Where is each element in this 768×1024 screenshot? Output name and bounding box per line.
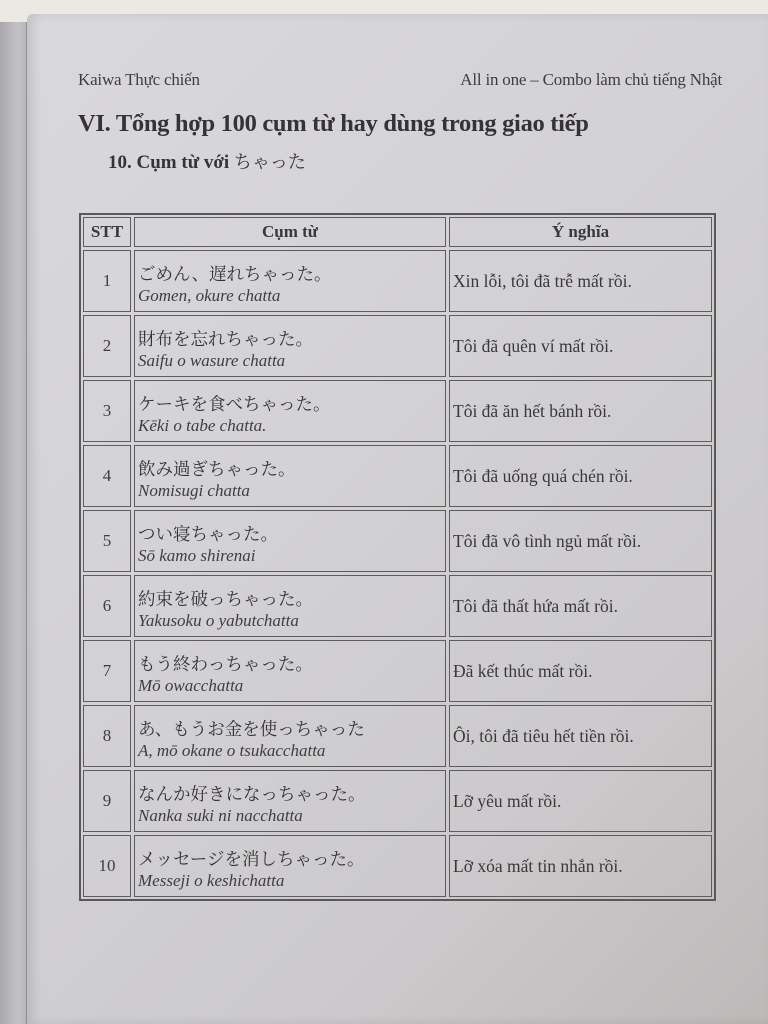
row-number: 7	[83, 640, 131, 702]
japanese-phrase: あ、もうお金を使っちゃった	[138, 720, 365, 740]
row-number: 3	[83, 380, 131, 442]
phrase-cell	[134, 705, 446, 767]
romaji: Nanka suki ni nacchatta	[138, 806, 303, 825]
left-page-edge	[0, 22, 27, 1024]
japanese-phrase: メッセージを消しちゃった。	[138, 850, 365, 870]
romaji: Kēki o tabe chatta.	[138, 416, 267, 435]
japanese-phrase: つい寝ちゃった。	[138, 525, 278, 545]
japanese-phrase: なんか好きになっちゃった。	[138, 785, 366, 805]
running-header	[78, 70, 722, 90]
japanese-phrase: もう終わっちゃった。	[138, 655, 313, 675]
meaning-cell: Lỡ xóa mất tin nhắn rồi.	[449, 835, 712, 897]
row-number: 4	[83, 445, 131, 507]
header-stt: STT	[83, 217, 131, 247]
phrase-cell	[134, 575, 446, 637]
row-number: 6	[83, 575, 131, 637]
meaning-cell: Tôi đã uống quá chén rồi.	[449, 445, 712, 507]
japanese-phrase: 財布を忘れちゃった。	[138, 330, 313, 350]
meaning-cell: Tôi đã quên ví mất rồi.	[449, 315, 712, 377]
subsection-title	[108, 148, 306, 174]
table-row	[83, 770, 712, 832]
romaji: Nomisugi chatta	[138, 481, 250, 500]
table-row	[83, 380, 712, 442]
row-number: 8	[83, 705, 131, 767]
japanese-phrase: ケーキを食べちゃった。	[138, 395, 331, 415]
phrase-cell	[134, 835, 446, 897]
meaning-cell: Lỡ yêu mất rồi.	[449, 770, 712, 832]
meaning-cell: Xin lỗi, tôi đã trễ mất rồi.	[449, 250, 712, 312]
japanese-phrase: 約束を破っちゃった。	[138, 590, 313, 610]
header-meaning: Ý nghĩa	[449, 217, 712, 247]
section-title: VI. Tổng hợp 100 cụm từ hay dùng trong giao tiếp	[78, 110, 589, 137]
row-number: 1	[83, 250, 131, 312]
romaji: Saifu o wasure chatta	[138, 351, 286, 370]
romaji: Gomen, okure chatta	[138, 286, 281, 305]
meaning-cell: Đã kết thúc mất rồi.	[449, 640, 712, 702]
table-row	[83, 445, 712, 507]
table-header-row	[83, 217, 712, 247]
romaji: Messeji o keshichatta	[138, 871, 285, 890]
japanese-phrase: ごめん、遅れちゃった。	[138, 265, 332, 285]
table-row	[83, 835, 712, 897]
phrase-cell	[134, 770, 446, 832]
running-header-left: Kaiwa Thực chiến	[78, 70, 200, 89]
table-row	[83, 575, 712, 637]
meaning-cell: Tôi đã vô tình ngủ mất rồi.	[449, 510, 712, 572]
phrase-cell	[134, 250, 446, 312]
phrase-cell	[134, 510, 446, 572]
row-number: 2	[83, 315, 131, 377]
meaning-cell: Ôi, tôi đã tiêu hết tiền rồi.	[449, 705, 712, 767]
subsection-prefix: 10. Cụm từ với	[108, 152, 234, 173]
subsection-japanese: ちゃった	[233, 152, 306, 173]
table-row	[83, 640, 712, 702]
meaning-cell: Tôi đã ăn hết bánh rồi.	[449, 380, 712, 442]
romaji: Sō kamo shirenai	[138, 546, 256, 565]
header-phrase: Cụm từ	[134, 217, 446, 247]
row-number: 9	[83, 770, 131, 832]
romaji: Yakusoku o yabutchatta	[138, 611, 299, 630]
table-row	[83, 315, 712, 377]
japanese-phrase: 飲み過ぎちゃった。	[138, 460, 296, 480]
romaji: A, mō okane o tsukacchatta	[138, 741, 326, 760]
phrase-cell	[134, 315, 446, 377]
row-number: 5	[83, 510, 131, 572]
running-header-right: All in one – Combo làm chủ tiếng Nhật	[460, 70, 722, 89]
phrase-cell	[134, 640, 446, 702]
phrase-cell	[134, 380, 446, 442]
table-row	[83, 250, 712, 312]
phrase-table	[79, 213, 716, 901]
table-row	[83, 510, 712, 572]
row-number: 10	[83, 835, 131, 897]
phrase-cell	[134, 445, 446, 507]
table-row	[83, 705, 712, 767]
romaji: Mō owacchatta	[138, 676, 244, 695]
meaning-cell: Tôi đã thất hứa mất rồi.	[449, 575, 712, 637]
